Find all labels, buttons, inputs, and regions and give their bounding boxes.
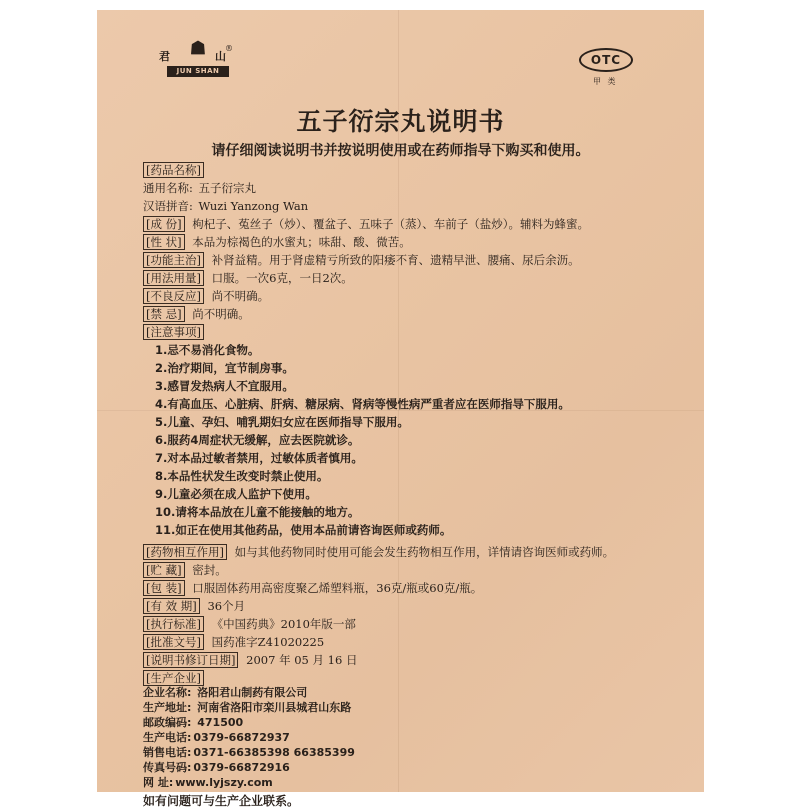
storage-row: [贮 藏] 密封。 — [143, 562, 683, 578]
generic-name-row: 通用名称: 五子衍宗丸 — [143, 181, 257, 195]
precaution-item: 1.忌不易消化食物。 — [155, 343, 260, 357]
logo-brand-en: JUN SHAN — [167, 66, 229, 77]
sales-phone-row: 销售电话: 0371-66385398 66385399 — [143, 746, 355, 759]
adverse-reactions-row: [不良反应] 尚不明确。 — [143, 288, 683, 304]
revision-date-row: [说明书修订日期] 2007 年 05 月 16 日 — [143, 652, 683, 668]
otc-category: 甲 类 — [593, 77, 618, 86]
precautions-header: [注意事项] — [143, 324, 683, 340]
precaution-item: 6.服药4周症状无缓解，应去医院就诊。 — [155, 433, 360, 447]
precaution-item: 9.儿童必须在成人监护下使用。 — [155, 487, 317, 501]
ingredients-row: [成 份] 枸杞子、菟丝子（炒）、覆盆子、五味子（蒸）、车前子（盐炒）。辅料为蜂蜜。 — [143, 216, 683, 232]
precaution-item: 5.儿童、孕妇、哺乳期妇女应在医师指导下服用。 — [155, 415, 409, 429]
fax-row: 传真号码: 0379-66872916 — [143, 761, 290, 774]
mountain-icon: ☗ — [189, 38, 207, 59]
contact-value: 0379-66872937 — [193, 731, 290, 744]
precaution-item: 7.对本品过敏者禁用，过敏体质者慎用。 — [155, 451, 363, 465]
contact-value: 0379-66872916 — [193, 761, 290, 774]
leaflet-sheet — [97, 10, 704, 808]
website-row[interactable]: 网 址: www.lyjszy.com — [143, 776, 273, 789]
company-address-row: 生产地址: 河南省洛阳市栾川县城君山东路 — [143, 701, 352, 714]
precaution-item: 10.请将本品放在儿童不能接触的地方。 — [155, 505, 360, 519]
precaution-item: 8.本品性状发生改变时禁止使用。 — [155, 469, 329, 483]
contraindications-row: [禁 忌] 尚不明确。 — [143, 306, 683, 322]
precaution-item: 2.治疗期间，宜节制房事。 — [155, 361, 294, 375]
precaution-item: 4.有高血压、心脏病、肝病、糖尿病、肾病等慢性病严重者应在医师指导下服用。 — [155, 397, 570, 411]
dosage-row: [用法用量] 口服。一次6克，一日2次。 — [143, 270, 683, 286]
pinyin-row: 汉语拼音: Wuzi Yanzong Wan — [143, 199, 309, 213]
contact-value: 0371-66385398 66385399 — [193, 746, 355, 759]
standard-row: [执行标准] 《中国药典》2010年版一部 — [143, 616, 683, 632]
postal-code-row: 邮政编码: 471500 — [143, 716, 244, 729]
validity-row: [有 效 期] 36个月 — [143, 598, 683, 614]
precaution-item: 3.感冒发热病人不宜服用。 — [155, 379, 294, 393]
company-name-row: 企业名称: 洛阳君山制药有限公司 — [143, 686, 308, 699]
approval-row: [批准文号] 国药准字Z41020225 — [143, 634, 683, 650]
drug-name-header: [药品名称] — [143, 162, 683, 178]
logo-char-left: 君 — [159, 50, 171, 63]
precaution-item: 11.如正在使用其他药品，使用本品前请咨询医师或药师。 — [155, 523, 452, 537]
interactions-row: [药物相互作用] 如与其他药物同时使用可能会发生药物相互作用，详情请咨询医师或药师。 — [143, 544, 683, 560]
indications-row: [功能主治] 补肾益精。用于肾虚精亏所致的阳痿不育、遗精早泄、腰痛、尿后余沥。 — [143, 252, 683, 268]
otc-badge: OTC — [579, 48, 633, 72]
logo-char-right: 山 — [215, 50, 227, 63]
description-row: [性 状] 本品为棕褐色的水蜜丸；味甜、酸、微苦。 — [143, 234, 683, 250]
package-row: [包 装] 口服固体药用高密度聚乙烯塑料瓶，36克/瓶或60克/瓶。 — [143, 580, 683, 596]
production-phone-row: 生产电话: 0379-66872937 — [143, 731, 290, 744]
website-link[interactable]: www.lyjszy.com — [175, 776, 273, 789]
manufacturer-header: [生产企业] — [143, 670, 683, 686]
usage-warning: 请仔细阅读说明书并按说明使用或在药师指导下购买和使用。 — [211, 143, 590, 159]
contact-footer-note: 如有问题可与生产企业联系。 — [143, 794, 300, 808]
document-title: 五子衍宗丸说明书 — [296, 107, 505, 136]
registered-mark: ® — [225, 44, 233, 53]
